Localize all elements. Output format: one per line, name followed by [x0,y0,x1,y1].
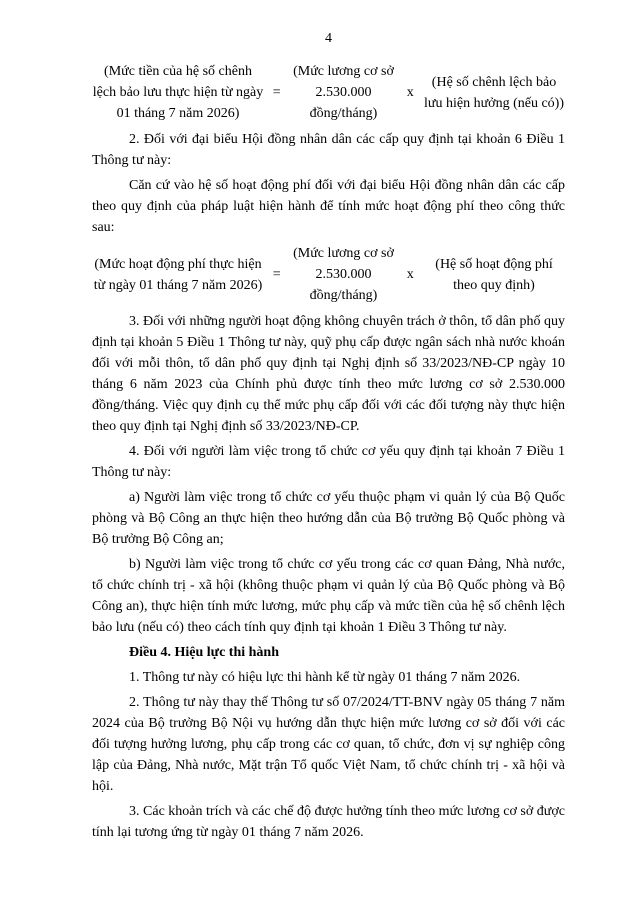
formula2-multiply-sign: x [406,267,414,282]
paragraph-4b: b) Người làm việc trong tổ chức cơ yếu trong các cơ quan Đảng, Nhà nước, tổ chức chính trị - xã hội (không thuộc phạm vi quản lý của Bộ Quốc phòng và Bộ Công an), thực hiện tính mức lương, mức phụ cấp và mức tiền của hệ số chênh lệch bảo lưu (nếu có) theo cách tính quy định tại khoản 1 Điều 3 Thông tư này. [92,557,565,635]
paragraph-3: 3. Đối với những người hoạt động không chuyên trách ở thôn, tổ dân phố quy định tại khoản 5 Điều 1 Thông tư này, quỹ phụ cấp được ngân sách nhà nước khoán đối với mỗi thôn, tổ dân phố quy định tại Nghị định số 33/2023/NĐ-CP ngày 10 tháng 6 năm 2023 của Chính phủ được tính theo mức lương cơ sở 2.530.000 đồng/tháng. Việc quy định cụ thể mức phụ cấp đối với các đối tượng này thực hiện theo quy định tại Nghị định số 33/2023/NĐ-CP. [92,314,565,434]
formula1-right-operand: (Hệ số chênh lệch bảo lưu hiện hưởng (nếu có)) [424,74,564,111]
formula1-left-operand: (Mức tiền của hệ số chênh lệch bảo lưu thực hiện từ ngày 01 tháng 7 năm 2026) [92,64,264,121]
dieu4-clause-2: 2. Thông tư này thay thế Thông tư số 07/2024/TT-BNV ngày 05 tháng 7 năm 2024 của Bộ trưởng Bộ Nội vụ hướng dẫn thực hiện mức lương cơ sở đối với các đối tượng hưởng lương, phụ cấp trong các cơ quan, tổ chức, đơn vị sự nghiệp công lập của Đảng, Nhà nước, Mặt trận Tổ quốc Việt Nam, tổ chức chính trị - xã hội và hội. [92,695,565,794]
formula1-middle-operand: (Mức lương cơ sở 2.530.000 đồng/tháng) [293,64,394,121]
paragraph-2-intro: 2. Đối với đại biểu Hội đồng nhân dân các cấp quy định tại khoản 6 Điều 1 Thông tư này: [92,132,565,168]
dieu4-clause-3: 3. Các khoản trích và các chế độ được hưởng tính theo mức lương cơ sở được tính lại tương ứng từ ngày 01 tháng 7 năm 2026. [92,804,565,840]
paragraph-2-body: Căn cứ vào hệ số hoạt động phí đối với đại biểu Hội đồng nhân dân các cấp theo quy định của pháp luật hiện hành để tính mức hoạt động phí theo công thức sau: [92,178,565,235]
formula2-right-operand: (Hệ số hoạt động phí theo quy định) [435,256,553,293]
formula-bao-luu [92,61,565,124]
paragraph-4a: a) Người làm việc trong tổ chức cơ yếu thuộc phạm vi quản lý của Bộ Quốc phòng và Bộ Công an thực hiện theo hướng dẫn của Bộ trưởng Bộ Quốc phòng và Bộ trưởng Bộ Công an; [92,490,565,547]
dieu4-clause-1: 1. Thông tư này có hiệu lực thi hành kể từ ngày 01 tháng 7 năm 2026. [129,670,521,685]
formula1-equals-sign: = [272,85,281,100]
formula2-middle-operand: (Mức lương cơ sở 2.530.000 đồng/tháng) [293,246,394,303]
heading-dieu-4: Điều 4. Hiệu lực thi hành [129,645,279,660]
formula2-left-operand: (Mức hoạt động phí thực hiện từ ngày 01 tháng 7 năm 2026) [93,256,263,293]
page-number: 4 [325,31,332,46]
formula2-equals-sign: = [272,267,281,282]
formula-hoat-dong-phi [92,243,565,306]
paragraph-4-intro: 4. Đối với người làm việc trong tổ chức cơ yếu quy định tại khoản 7 Điều 1 Thông tư này: [92,444,565,480]
formula1-multiply-sign: x [406,85,414,100]
